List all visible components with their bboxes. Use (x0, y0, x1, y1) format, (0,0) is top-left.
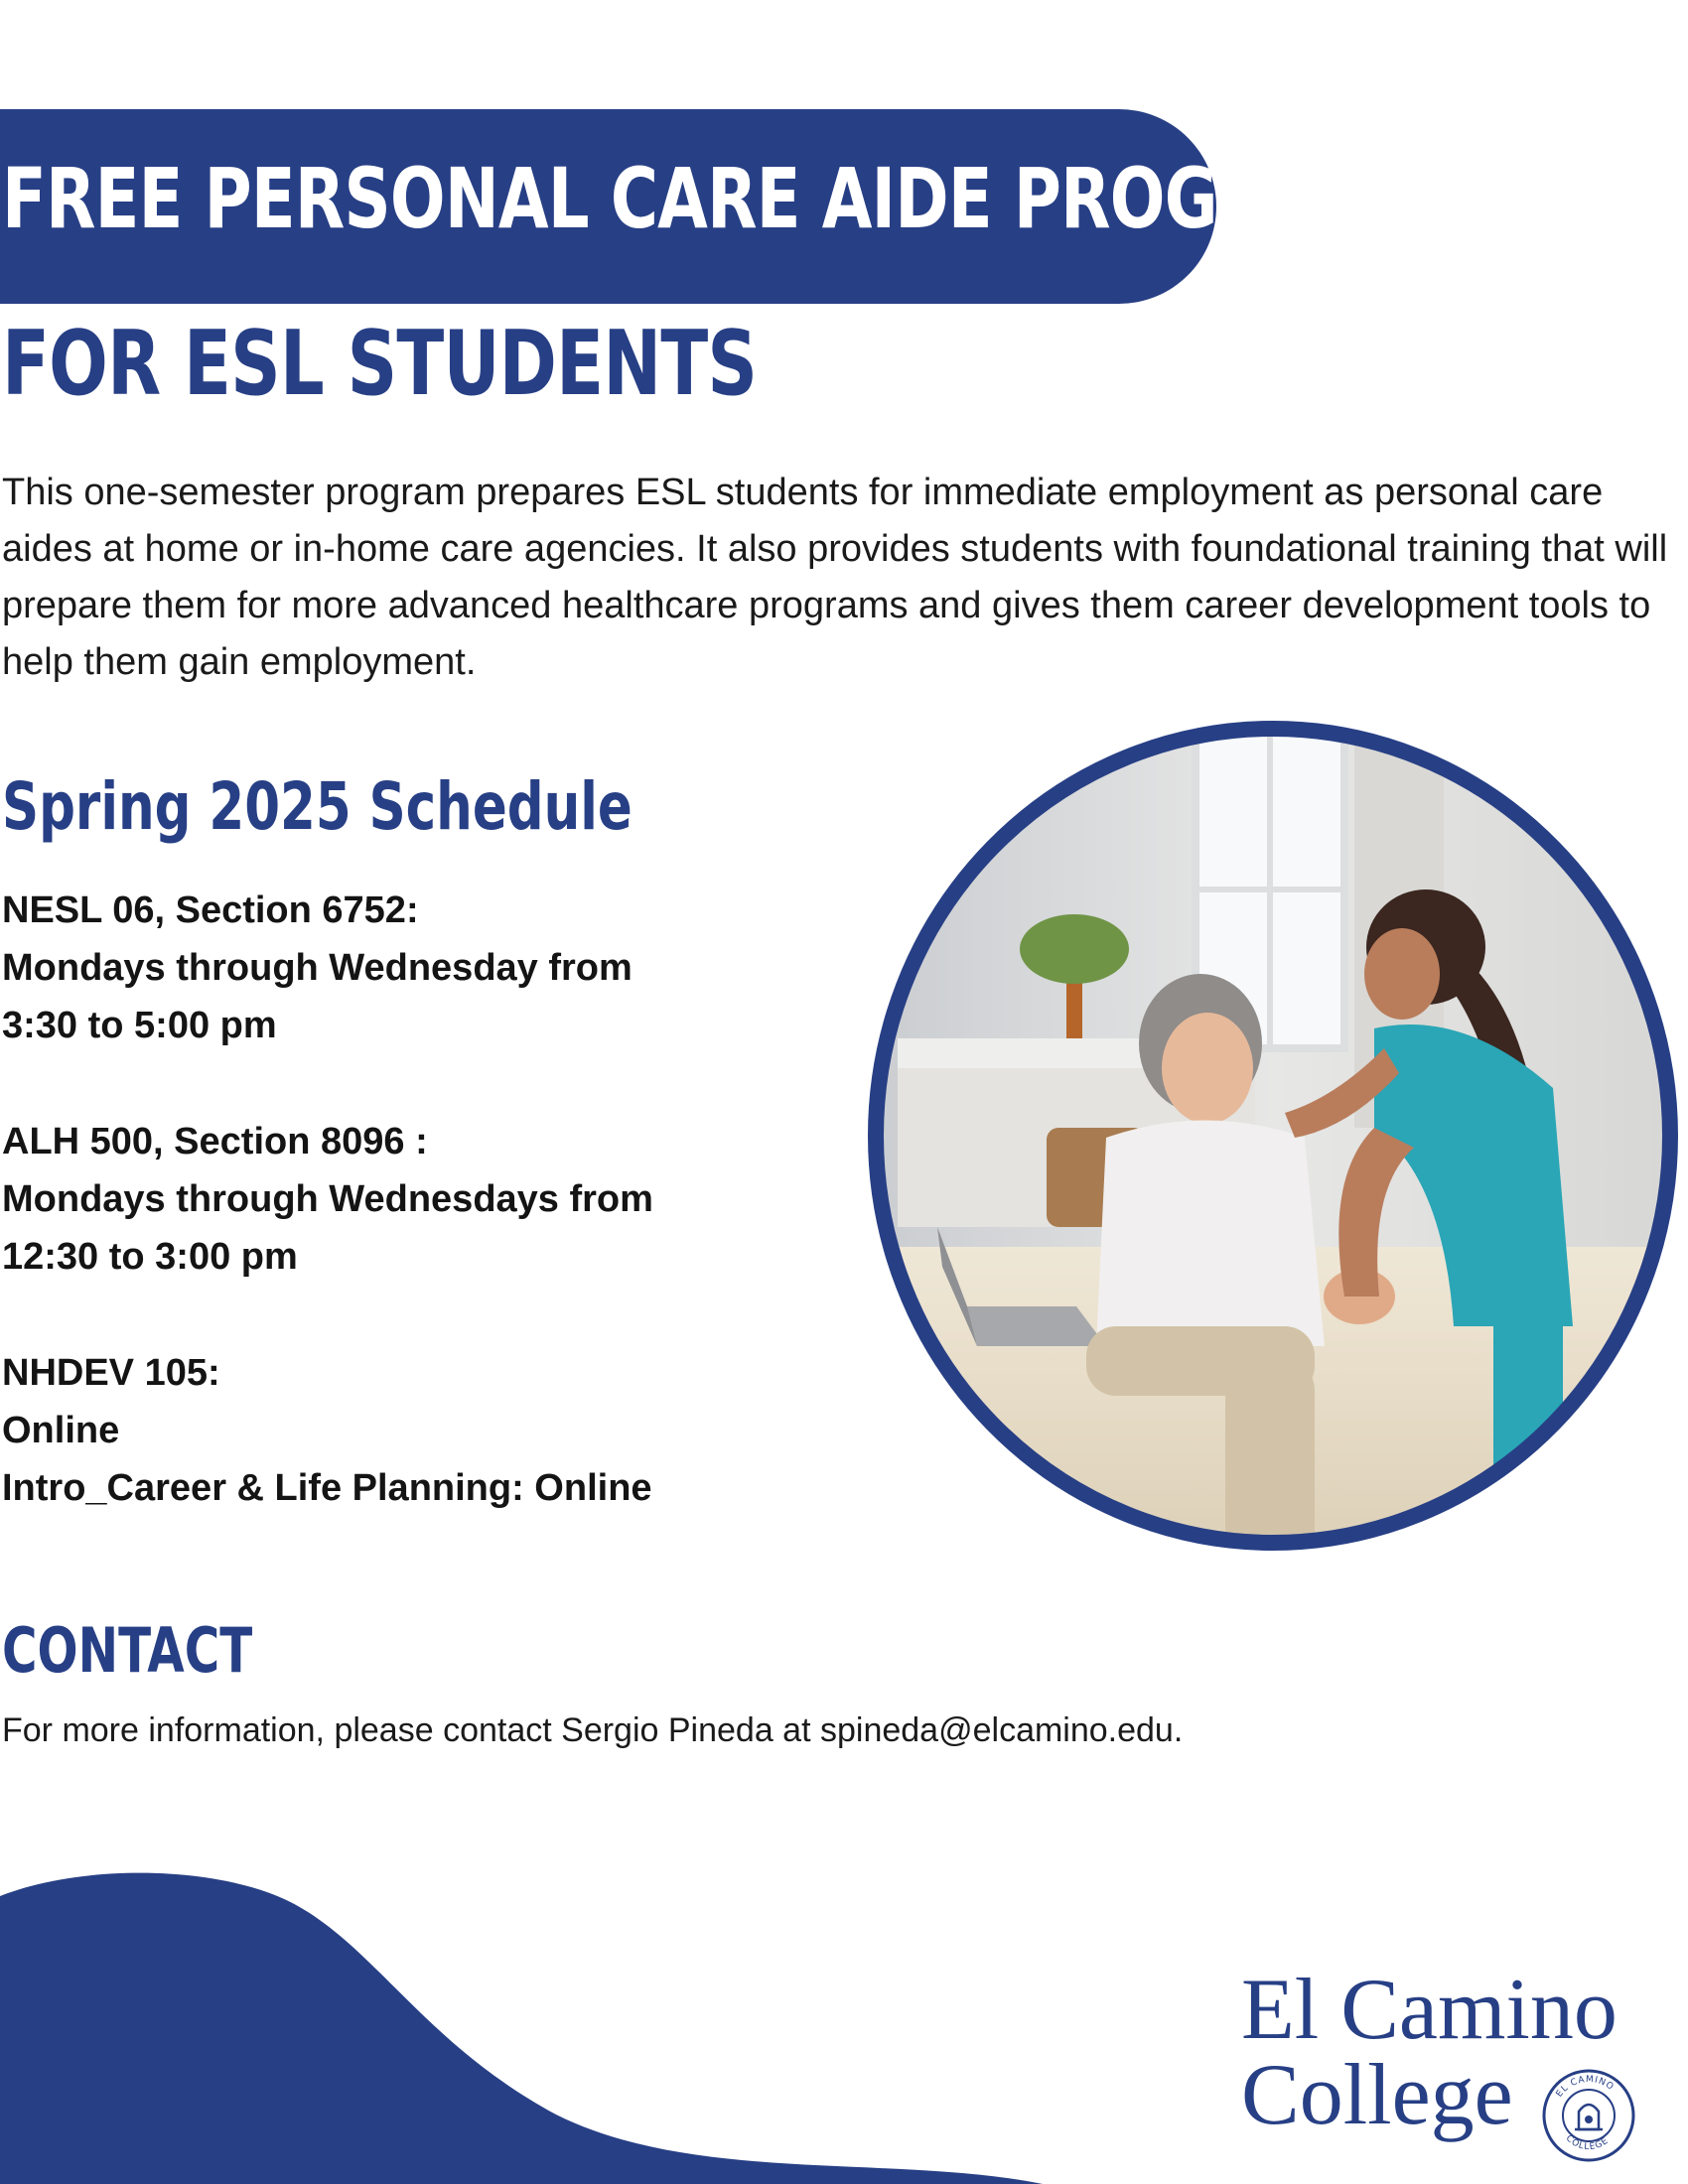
logo-text-line1: El Camino (1241, 1962, 1618, 2058)
logo-text-line2: College (1241, 2047, 1513, 2143)
course-title: NHDEV 105: (2, 1352, 220, 1394)
college-logo (1241, 1961, 1638, 2159)
page-title: FREE PERSONAL CARE AIDE PROGRAM (2, 150, 1380, 247)
course-time: 3:30 to 5:00 pm (2, 1005, 277, 1046)
course-nhdev-105 (2, 1344, 836, 1517)
course-description: Intro_Career & Life Planning: Online (2, 1467, 652, 1509)
course-days: Mondays through Wednesday from (2, 947, 633, 989)
schedule-heading: Spring 2025 Schedule (2, 768, 633, 845)
contact-heading: CONTACT (2, 1614, 253, 1687)
course-days: Mondays through Wednesdays from (2, 1178, 653, 1220)
course-mode: Online (2, 1410, 120, 1451)
caregiver-helping-senior-woman-photo (858, 711, 1688, 1561)
course-title: ALH 500, Section 8096 : (2, 1121, 428, 1162)
page-subtitle: FOR ESL STUDENTS (2, 312, 758, 416)
course-nesl-06 (2, 882, 836, 1054)
contact-info: For more information, please contact Sergio Pineda at spineda@elcamino.edu. (2, 1711, 1184, 1749)
svg-text:COLLEGE: COLLEGE (1563, 2133, 1612, 2153)
program-description: This one-semester program prepares ESL students for immediate employment as personal care aides at home or in-home care agencies. It also provides students with foundational training that will prepare them for more advanced healthcare programs and gives them career development tools to help them gain employment. (2, 472, 1668, 683)
college-seal-icon (1541, 2068, 1636, 2163)
course-title: NESL 06, Section 6752: (2, 889, 419, 931)
course-time: 12:30 to 3:00 pm (2, 1236, 298, 1278)
svg-text:EL CAMINO: EL CAMINO (1554, 2074, 1617, 2100)
course-alh-500 (2, 1113, 836, 1286)
